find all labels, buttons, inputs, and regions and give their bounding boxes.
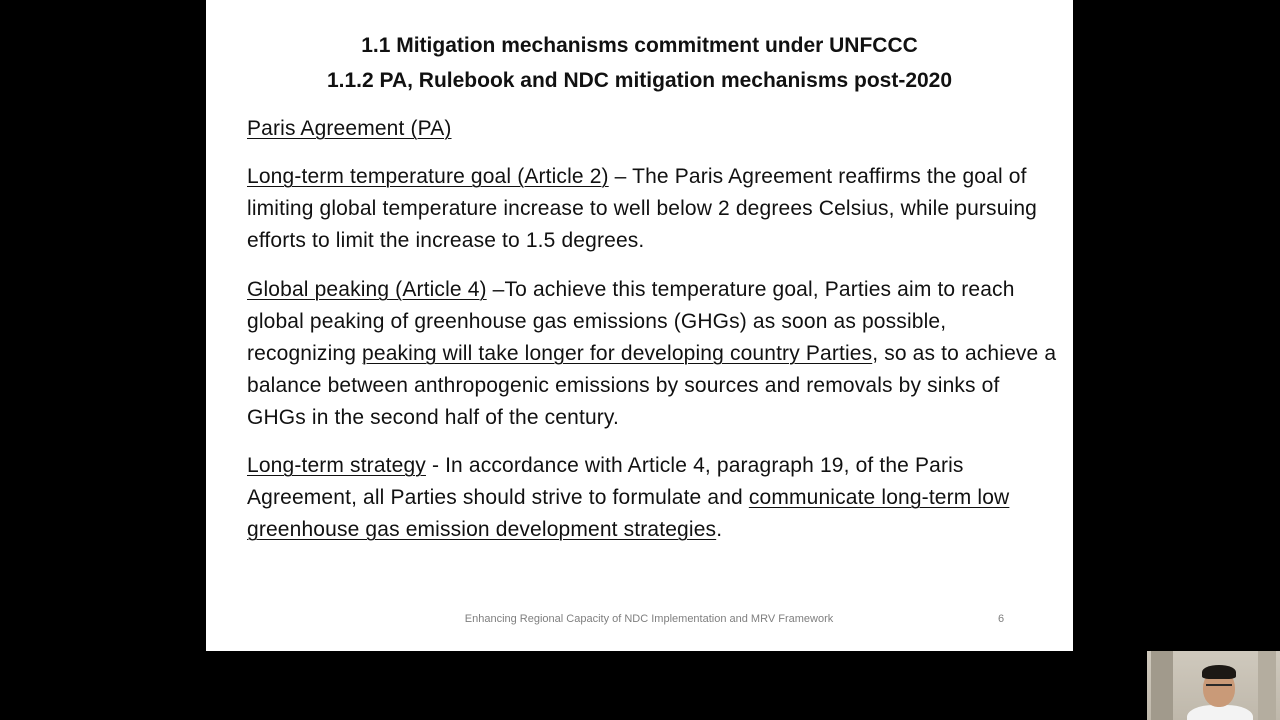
paragraph-term: Long-term temperature goal (Article 2) xyxy=(247,165,609,188)
presenter-hair xyxy=(1202,665,1236,679)
slide xyxy=(206,0,1073,651)
paragraph-text: . xyxy=(716,518,723,541)
background-shelf xyxy=(1258,651,1276,720)
paragraph-text: – The Paris Agreement reaffirms the goal of limiting global temperature increase to well below 2 degrees Celsius, while pursuing efforts to limit the increase to 1.5 degrees. xyxy=(247,165,1037,252)
paragraph-emphasis: communicate long-term low greenhouse gas emission development strategies xyxy=(247,486,1010,541)
slide-subtitle: 1.1.2 PA, Rulebook and NDC mitigation mechanisms post-2020 xyxy=(326,69,953,92)
slide-title: 1.1 Mitigation mechanisms commitment under UNFCCC xyxy=(361,34,918,57)
paragraph-term: Global peaking (Article 4) xyxy=(247,278,487,301)
paragraph-global-peaking xyxy=(247,274,1057,434)
presenter-shirt xyxy=(1187,705,1253,720)
presenter-webcam-thumbnail xyxy=(1147,651,1280,720)
paragraph-text: - In accordance with Article 4, paragraph 19, of the Paris Agreement, all Parties should strive to formulate and xyxy=(247,454,964,509)
background-shelf xyxy=(1151,651,1173,720)
presenter-glasses xyxy=(1206,684,1232,692)
paragraph-text: , so as to achieve a balance between anthropogenic emissions by sources and removals by sinks of GHGs in the second half of the century. xyxy=(247,342,1057,429)
paragraph-text: –To achieve this temperature goal, Parties aim to reach global peaking of greenhouse gas emissions (GHGs) as soon as possible, recognizing xyxy=(247,278,1015,365)
slide-footer xyxy=(206,613,1073,629)
paragraph-term: Long-term strategy xyxy=(247,454,426,477)
paragraph-emphasis: peaking will take longer for developing country Parties xyxy=(362,342,873,365)
paragraph-temperature-goal xyxy=(247,161,1057,257)
section-heading-text: Paris Agreement (PA) xyxy=(247,117,452,140)
paragraph-long-term-strategy xyxy=(247,450,1057,546)
page-number: 6 xyxy=(998,613,1005,625)
footer-text: Enhancing Regional Capacity of NDC Implementation and MRV Framework xyxy=(464,613,834,625)
section-heading xyxy=(247,113,1057,145)
